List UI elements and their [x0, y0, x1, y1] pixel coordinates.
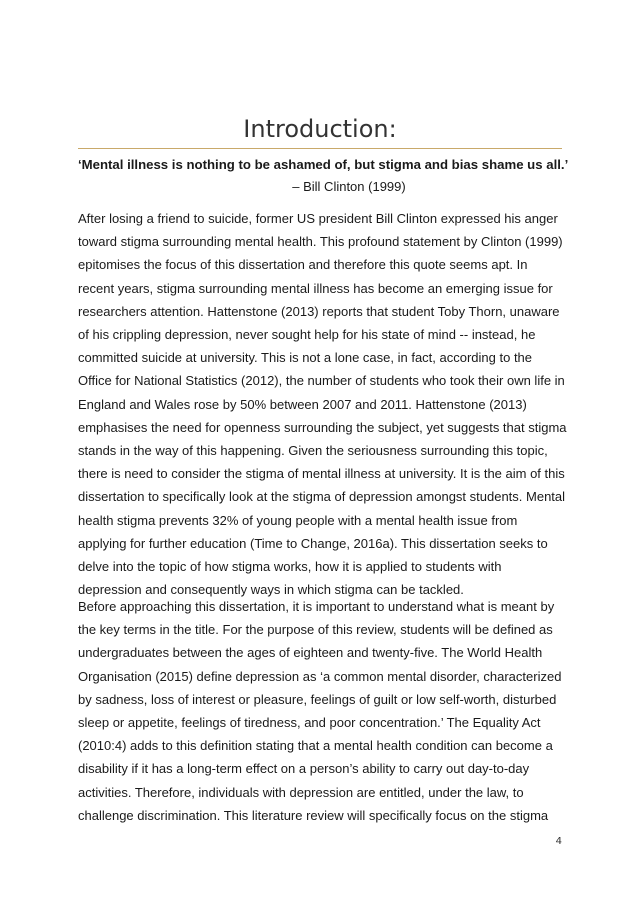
paragraph-1	[78, 207, 568, 601]
text-line: depression and consequently ways in which stigma can be tackled.	[78, 582, 464, 598]
text-line: After losing a friend to suicide, former US president Bill Clinton expressed his anger	[78, 211, 558, 226]
text-line: delve into the topic of how stigma works, how it is applied to students with	[78, 559, 502, 575]
text-line: toward stigma surrounding mental health. This profound statement by Clinton (1999)	[78, 234, 563, 250]
text-line: committed suicide at university. This is not a lone case, in fact, according to the	[78, 350, 533, 366]
text-line: emphasises the need for openness surrounding the subject, yet suggests that stigma	[78, 419, 567, 435]
text-line: activities. Therefore, individuals with depression are entitled, under the law, to	[78, 784, 524, 800]
text-line: England and Wales rose by 50% between 2007 and 2011. Hattenstone (2013)	[78, 396, 527, 412]
text-line: researchers attention. Hattenstone (2013) reports that student Toby Thorn, unaware	[78, 303, 560, 319]
page-title: Introduction:	[243, 115, 397, 143]
text-line: sleep or appetite, feelings of tiredness, and poor concentration.’ The Equality Act	[78, 715, 541, 731]
text-line: stands in the way of this happening. Given the seriousness surrounding this topic,	[78, 443, 548, 459]
text-line: undergraduates between the ages of eighteen and twenty-five. The World Health	[78, 645, 543, 661]
text-line: dissertation to specifically look at the stigma of depression amongst students. Mental	[78, 489, 566, 505]
text-line: Organisation (2015) define depression as ‘a common mental disorder, characterized	[78, 668, 562, 684]
paragraph-2	[78, 595, 568, 827]
text-line: by sadness, loss of interest or pleasure, feelings of guilt or low self-worth, disturbed	[78, 691, 557, 707]
text-line: Office for National Statistics (2012), the number of students who took their own life in	[78, 373, 565, 389]
text-line: epitomises the focus of this dissertation and therefore this quote seems apt. In	[78, 257, 528, 273]
text-line: Before approaching this dissertation, it is important to understand what is meant by	[78, 599, 555, 614]
text-line: disability if it has a long-term effect on a person’s ability to carry out day-to-day	[78, 761, 530, 777]
text-line: the key terms in the title. For the purpose of this review, students will be defined as	[78, 622, 553, 638]
text-line: of his crippling depression, never sought help for his state of mind -- instead, he	[78, 327, 536, 343]
epigraph-quote: ‘Mental illness is nothing to be ashamed of, but stigma and bias shame us all.’	[78, 157, 569, 172]
page-number: 4	[555, 836, 562, 847]
text-line: there is need to consider the stigma of mental illness at university. It is the aim of this	[78, 466, 565, 482]
text-line: applying for further education (Time to Change, 2016a). This dissertation seeks to	[78, 535, 548, 551]
text-line: health stigma prevents 32% of young people with a mental health issue from	[78, 512, 518, 528]
text-line: challenge discrimination. This literature review will specifically focus on the stigma	[78, 807, 549, 823]
text-line: (2010:4) adds to this definition stating that a mental health condition can become a	[78, 738, 553, 754]
epigraph-attribution: – Bill Clinton (1999)	[292, 179, 406, 194]
title-underline-rule	[78, 148, 562, 149]
text-line: recent years, stigma surrounding mental illness has become an emerging issue for	[78, 280, 553, 296]
